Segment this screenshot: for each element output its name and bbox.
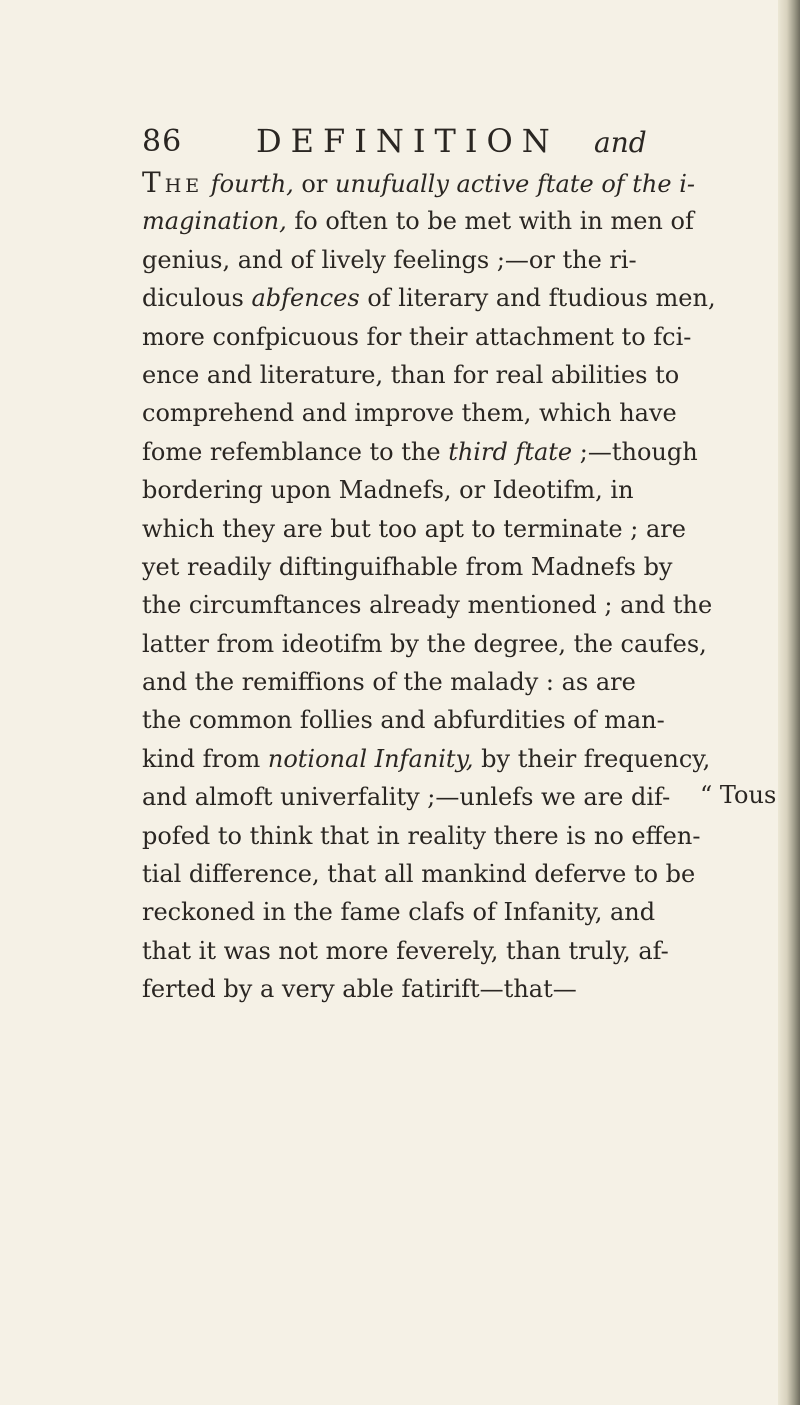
catchword: “ Tous [700, 781, 777, 809]
italic-text: abfences [251, 284, 360, 313]
text-line [142, 740, 767, 778]
text-line: ence and literature, than for real abilities to [142, 360, 680, 389]
text-line: more confpicuous for their attachment to fci- [142, 322, 692, 351]
italic-text: unufually active ftate of the i- [334, 170, 695, 198]
text-line [142, 279, 767, 317]
text-line: ferted by a very able fatirift—that— [142, 975, 577, 1004]
body-text [142, 164, 767, 1009]
text-line: which they are but too apt to terminate ; are [142, 514, 686, 543]
italic-text: magination, [142, 207, 287, 236]
page-number: 86 [142, 124, 183, 159]
text-segment: ;—though [579, 437, 698, 466]
text-segment: or [301, 170, 328, 198]
text-segment: fo often to be met with in men of [294, 207, 694, 236]
text-line [142, 202, 767, 240]
text-line: that it was not more feverely, than truly, af- [142, 936, 669, 965]
text-line: the common follies and abfurdities of man- [142, 706, 665, 735]
running-title-and: and [594, 126, 647, 159]
text-line: yet readily diftinguifhable from Madnefs by [142, 552, 673, 581]
text-line: bordering upon Madnefs, or Ideotifm, in [142, 476, 634, 505]
page-edge-shadow [778, 0, 800, 1405]
text-line [142, 164, 767, 202]
text-segment: diculous [142, 284, 244, 313]
text-segment: kind from [142, 744, 261, 773]
smallcaps-text: HE [164, 175, 204, 197]
text-line: comprehend and improve them, which have [142, 399, 677, 428]
text-line: and the remiffions of the malady : as are [142, 668, 636, 697]
text-line: pofed to think that in reality there is no effen- [142, 821, 701, 850]
italic-text: notional Infanity, [267, 744, 474, 773]
text-line: latter from ideotifm by the degree, the caufes, [142, 629, 707, 658]
italic-text: fourth, [210, 170, 294, 198]
text-line: the circumftances already mentioned ; and the [142, 591, 713, 620]
text-line: genius, and of lively feelings ;—or the ri- [142, 245, 637, 274]
italic-text: third ftate [448, 437, 573, 466]
running-title: DEFINITION [256, 122, 559, 160]
text-line: reckoned in the fame clafs of Infanity, and [142, 898, 656, 927]
initial-letter: T [142, 166, 165, 199]
page-header [142, 118, 702, 168]
text-line: and almoft univerfality ;—unlefs we are dif- [142, 783, 671, 812]
text-line: tial difference, that all mankind deferve to be [142, 860, 696, 889]
text-line [142, 433, 767, 471]
text-segment: by their frequency, [481, 744, 711, 773]
text-segment: of literary and ftudious men, [367, 284, 716, 313]
text-segment: fome refemblance to the [142, 437, 441, 466]
